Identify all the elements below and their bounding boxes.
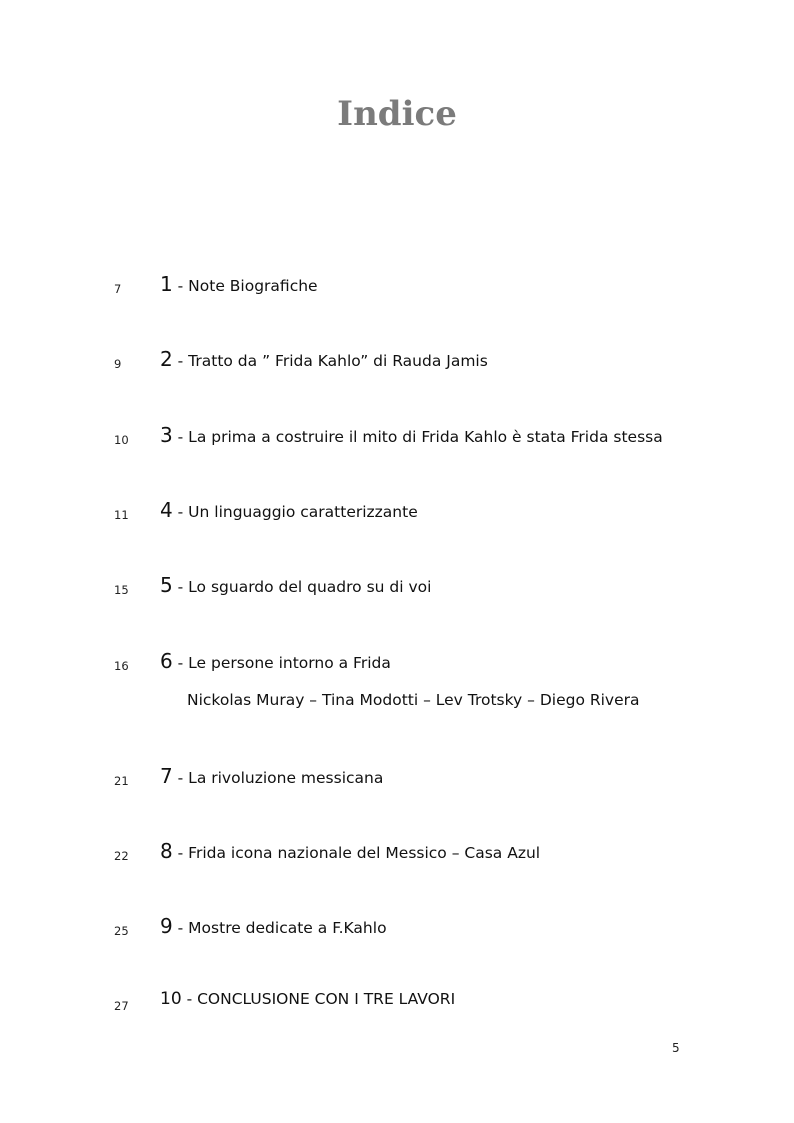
chapter-title: - La rivoluzione messicana [172,769,384,787]
chapter-number: 4 [160,498,173,522]
chapter-title: - Le persone intorno a Frida [172,654,391,672]
chapter-title: - CONCLUSIONE CON I TRE LAVORI [181,990,456,1008]
chapter-title: - La prima a costruire il mito di Frida Kahlo è stata Frida stessa [172,428,663,446]
toc-page-number: 27 [114,999,129,1013]
chapter-number: 6 [160,649,173,673]
toc-page-number: 21 [114,774,129,788]
toc-entry-text [160,573,431,597]
toc-entry-10[interactable] [0,989,794,1019]
chapter-number: 10 [160,989,182,1009]
toc-entry-6[interactable] [0,649,794,679]
chapter-title: - Lo sguardo del quadro su di voi [172,578,432,596]
chapter-number: 9 [160,914,173,938]
toc-page-number: 25 [114,924,129,938]
toc-page-number: 16 [114,659,129,673]
toc-entry-7[interactable] [0,764,794,794]
toc-entry-text [160,272,318,296]
toc-entry-text [160,839,540,863]
toc-page-number: 22 [114,849,129,863]
toc-entry-text [160,423,663,447]
chapter-title: - Tratto da ” Frida Kahlo” di Rauda Jamis [172,352,488,370]
chapter-number: 5 [160,573,173,597]
toc-entry-text [160,498,418,522]
toc-entry-2[interactable] [0,347,794,377]
toc-entry-5[interactable] [0,573,794,603]
chapter-title: - Note Biografiche [172,277,318,295]
toc-entry-8[interactable] [0,839,794,869]
toc-entry-text [160,347,488,371]
toc-entry-text [160,914,387,938]
toc-page-number: 15 [114,583,129,597]
toc-page-number: 7 [114,282,122,296]
footer-page-number: 5 [672,1041,680,1055]
chapter-number: 3 [160,423,173,447]
toc-entry-3[interactable] [0,423,794,453]
toc-entry-1[interactable] [0,272,794,302]
chapter-title: - Un linguaggio caratterizzante [172,503,418,521]
toc-entry-4[interactable] [0,498,794,528]
toc-page-number: 10 [114,433,129,447]
toc-page-number: 11 [114,508,129,522]
toc-entry-text [160,764,383,788]
toc-entry-6-subtitle: Nickolas Muray – Tina Modotti – Lev Trotsky – Diego Rivera [187,691,640,709]
chapter-number: 8 [160,839,173,863]
chapter-title: - Mostre dedicate a F.Kahlo [172,919,387,937]
chapter-number: 1 [160,272,173,296]
toc-entry-text [160,649,391,673]
toc-entry-text [160,989,455,1009]
chapter-number: 7 [160,764,173,788]
page-title: Indice [337,94,457,134]
toc-page-number: 9 [114,357,122,371]
chapter-title: - Frida icona nazionale del Messico – Casa Azul [172,844,541,862]
chapter-number: 2 [160,347,173,371]
toc-entry-9[interactable] [0,914,794,944]
